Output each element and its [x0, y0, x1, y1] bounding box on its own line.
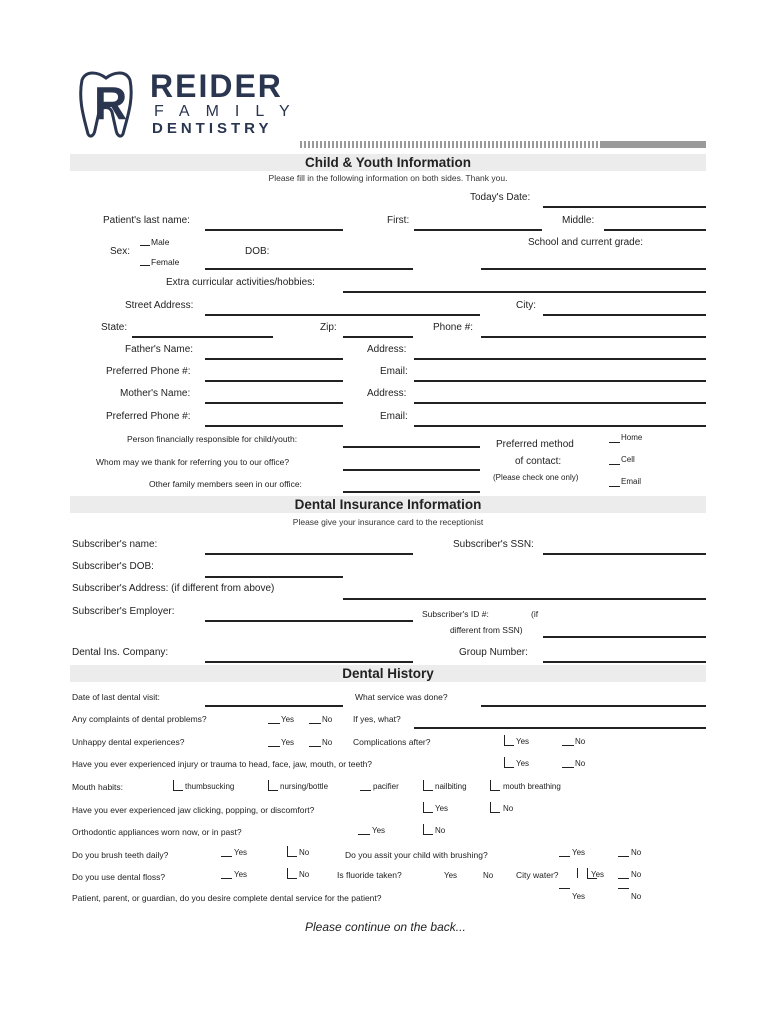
complete-no-label: No [631, 892, 642, 901]
dob-label: DOB: [245, 246, 270, 257]
sub-address-field[interactable] [343, 598, 706, 600]
home-checkbox[interactable] [609, 442, 620, 443]
sub-employer-field[interactable] [205, 620, 413, 622]
nail-checkbox[interactable] [423, 780, 433, 791]
dob-field[interactable] [205, 268, 413, 270]
sub-name-label: Subscriber's name: [72, 539, 158, 550]
mouth-breathing-checkbox[interactable] [490, 780, 500, 791]
pref-phone1-field[interactable] [205, 380, 343, 382]
sex-label: Sex: [110, 246, 131, 257]
service-field[interactable] [481, 705, 706, 707]
injury-yes-label: Yes [516, 759, 530, 768]
referral-field[interactable] [343, 469, 480, 471]
unhappy-label: Unhappy dental experiences? [72, 737, 185, 747]
mother-address-label: Address: [367, 388, 407, 399]
complaints-yes-box[interactable] [268, 723, 280, 724]
fluoride-no-label: No [483, 871, 494, 880]
jaw-yes-box[interactable] [423, 802, 433, 813]
city-water-yes-label: Yes [591, 870, 605, 879]
last-name-label: Patient's last name: [103, 215, 190, 226]
section-header-child [70, 154, 706, 171]
floss-no-box[interactable] [287, 868, 297, 879]
pref-phone2-label: Preferred Phone #: [106, 411, 191, 422]
logo-letter: R [94, 77, 128, 129]
last-visit-field[interactable] [205, 705, 343, 707]
jaw-label: Have you ever experienced jaw clicking, popping, or discomfort? [72, 805, 315, 815]
first-name-label: First: [387, 215, 410, 226]
pref-method-label: Preferred method [496, 439, 574, 450]
ortho-yes-box[interactable] [358, 834, 370, 835]
group-label: Group Number: [459, 647, 528, 658]
middle-name-label: Middle: [562, 215, 595, 226]
brush-yes-label: Yes [234, 848, 248, 857]
city-water-divider [577, 868, 578, 878]
ortho-yes-label: Yes [372, 826, 386, 835]
complete-yes-box[interactable] [559, 888, 570, 889]
jaw-no-label: No [503, 804, 514, 813]
home-label: Home [621, 433, 643, 442]
first-name-field[interactable] [414, 229, 542, 231]
floss-yes-box[interactable] [221, 878, 232, 879]
phone-field[interactable] [481, 336, 706, 338]
female-checkbox[interactable] [140, 265, 150, 266]
last-visit-label: Date of last dental visit: [72, 692, 160, 702]
continue-note: Please continue on the back... [305, 920, 466, 934]
email2-field[interactable] [414, 425, 706, 427]
email1-label: Email: [380, 366, 408, 377]
last-name-field[interactable] [205, 229, 343, 231]
injury-no-box[interactable] [562, 767, 574, 768]
sub-address-label: Subscriber's Address: (if different from above) [72, 583, 275, 594]
mouth-breathing-label: mouth breathing [503, 782, 561, 791]
complaints-yes-label: Yes [281, 715, 295, 724]
email-checkbox[interactable] [609, 486, 620, 487]
female-label: Female [151, 257, 180, 267]
pacifier-label: pacifier [373, 782, 399, 791]
ortho-label: Orthodontic appliances worn now, or in past? [72, 827, 242, 837]
complications-label: Complications after? [353, 737, 431, 747]
todays-date-label: Today's Date: [470, 192, 531, 203]
nursing-checkbox[interactable] [268, 780, 278, 791]
floss-yes-label: Yes [234, 870, 248, 879]
brand-name-line1: REIDER [150, 68, 283, 104]
complete-no-box[interactable] [618, 888, 629, 889]
assist-yes-label: Yes [572, 848, 586, 857]
unhappy-yes-box[interactable] [268, 746, 280, 747]
street-label: Street Address: [125, 300, 194, 311]
nail-label: nailbiting [435, 782, 467, 791]
service-label: What service was done? [355, 692, 448, 702]
school-field[interactable] [481, 268, 706, 270]
sub-id-if: (if [531, 609, 539, 619]
assist-no-label: No [631, 848, 642, 857]
assist-no-box[interactable] [618, 856, 629, 857]
complications-no-label: No [575, 737, 586, 746]
hobbies-field[interactable] [343, 291, 706, 293]
financial-field[interactable] [343, 446, 480, 448]
referral-label: Whom may we thank for referring you to our office? [96, 457, 290, 467]
if-yes-label: If yes, what? [353, 714, 401, 724]
city-water-no-label: No [631, 870, 642, 879]
assist-label: Do you assit your child with brushing? [345, 850, 488, 860]
child-subtitle: Please fill in the following information on both sides. Thank you. [268, 173, 508, 183]
ortho-no-box[interactable] [423, 824, 433, 835]
floss-label: Do you use dental floss? [72, 872, 166, 882]
middle-name-field[interactable] [604, 229, 706, 231]
mother-address-field[interactable] [414, 402, 706, 404]
habits-label: Mouth habits: [72, 782, 124, 792]
city-water-no-box[interactable] [618, 878, 629, 879]
injury-label: Have you ever experienced injury or trauma to head, face, jaw, mouth, or teeth? [72, 759, 373, 769]
if-yes-field[interactable] [414, 727, 706, 729]
city-label: City: [516, 300, 536, 311]
child-title: Child & Youth Information [305, 155, 471, 170]
male-checkbox[interactable] [140, 245, 150, 246]
history-title: Dental History [342, 666, 434, 681]
pref-phone1-label: Preferred Phone #: [106, 366, 191, 377]
floss-no-label: No [299, 870, 310, 879]
complete-label: Patient, parent, or guardian, do you desire complete dental service for the patient? [72, 893, 382, 903]
father-address-field[interactable] [414, 358, 706, 360]
father-field[interactable] [205, 358, 343, 360]
pref-phone2-field[interactable] [205, 425, 343, 427]
fluoride-label: Is fluoride taken? [337, 870, 402, 880]
injury-no-label: No [575, 759, 586, 768]
logo [74, 68, 306, 140]
section-header-history [70, 665, 706, 682]
complete-yes-label: Yes [572, 892, 586, 901]
street-field[interactable] [205, 314, 480, 316]
brush-label: Do you brush teeth daily? [72, 850, 169, 860]
male-label: Male [151, 237, 170, 247]
complaints-no-box[interactable] [309, 723, 321, 724]
section-header-insurance [70, 496, 706, 513]
others-field[interactable] [343, 491, 480, 493]
unhappy-yes-label: Yes [281, 738, 295, 747]
phone-label: Phone #: [433, 322, 474, 333]
financial-label: Person financially responsible for child/youth: [127, 434, 298, 444]
sub-ssn-field[interactable] [543, 553, 706, 555]
unhappy-no-label: No [322, 738, 333, 747]
company-label: Dental Ins. Company: [72, 647, 169, 658]
sub-employer-label: Subscriber's Employer: [72, 606, 175, 617]
sub-ssn-label: Subscriber's SSN: [453, 539, 534, 550]
brand-name-line3: DENTISTRY [152, 120, 273, 137]
others-label: Other family members seen in our office: [149, 479, 302, 489]
brush-yes-box[interactable] [221, 856, 232, 857]
school-label: School and current grade: [528, 237, 644, 248]
sub-dob-field[interactable] [205, 576, 343, 578]
mother-field[interactable] [205, 402, 343, 404]
brush-no-box[interactable] [287, 846, 297, 857]
cell-checkbox[interactable] [609, 464, 620, 465]
complications-yes-label: Yes [516, 737, 530, 746]
father-label: Father's Name: [125, 344, 194, 355]
email2-label: Email: [380, 411, 408, 422]
city-field[interactable] [543, 314, 706, 316]
header-stripe-solid [600, 141, 706, 148]
check-one-note: (Please check one only) [493, 473, 579, 482]
sub-dob-label: Subscriber's DOB: [72, 561, 154, 572]
hobbies-label: Extra curricular activities/hobbies: [166, 277, 315, 288]
assist-yes-box[interactable] [559, 856, 570, 857]
state-field[interactable] [132, 336, 273, 338]
thumb-checkbox[interactable] [173, 780, 183, 791]
pacifier-checkbox[interactable] [360, 790, 371, 791]
brand-name-line2: FAMILY [154, 103, 306, 120]
insurance-subtitle: Please give your insurance card to the receptionist [292, 517, 484, 527]
sub-id-field[interactable] [543, 636, 706, 638]
jaw-yes-label: Yes [435, 804, 449, 813]
state-label: State: [101, 322, 128, 333]
complications-no-box[interactable] [562, 745, 574, 746]
insurance-title: Dental Insurance Information [294, 497, 482, 512]
cell-label: Cell [621, 455, 635, 464]
zip-field[interactable] [343, 336, 413, 338]
complaints-no-label: No [322, 715, 333, 724]
complaints-label: Any complaints of dental problems? [72, 714, 207, 724]
fluoride-yes-label: Yes [444, 871, 458, 880]
zip-label: Zip: [320, 322, 337, 333]
injury-yes-box[interactable] [504, 757, 514, 768]
ortho-no-label: No [435, 826, 446, 835]
complications-yes-box[interactable] [504, 735, 514, 746]
brush-no-label: No [299, 848, 310, 857]
mother-label: Mother's Name: [120, 388, 191, 399]
email-option-label: Email [621, 477, 642, 486]
father-address-label: Address: [367, 344, 407, 355]
unhappy-no-box[interactable] [309, 746, 321, 747]
nursing-label: nursing/bottle [280, 782, 329, 791]
sub-name-field[interactable] [205, 553, 413, 555]
group-field[interactable] [543, 661, 706, 663]
contact-label: of contact: [515, 456, 562, 467]
sub-id-label: Subscriber's ID #: [422, 609, 489, 619]
thumb-label: thumbsucking [185, 782, 235, 791]
jaw-no-box[interactable] [490, 802, 500, 813]
company-field[interactable] [205, 661, 413, 663]
city-water-label: City water? [516, 870, 559, 880]
email1-field[interactable] [414, 380, 706, 382]
sub-id-note: different from SSN) [450, 625, 523, 635]
todays-date-field[interactable] [543, 206, 706, 208]
